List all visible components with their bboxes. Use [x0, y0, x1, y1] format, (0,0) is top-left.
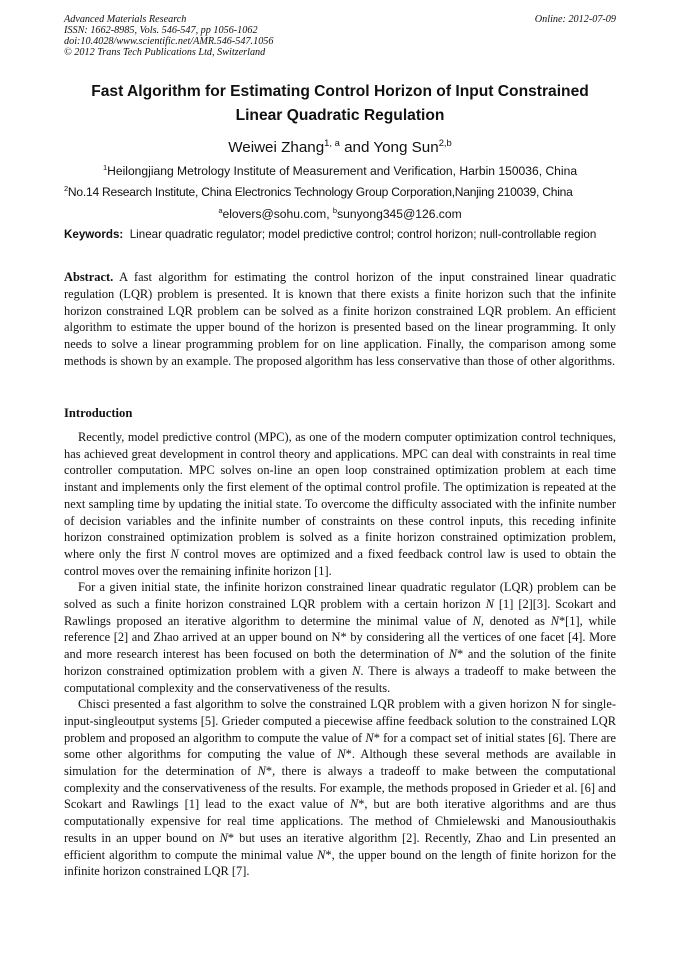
- email-a: elovers@sohu.com,: [222, 207, 333, 221]
- math-var: N: [365, 730, 374, 745]
- math-var: N: [219, 830, 228, 845]
- email-b: sunyong345@126.com: [337, 207, 462, 221]
- keywords: [64, 228, 616, 243]
- author-1: Weiwei Zhang: [228, 139, 325, 156]
- email-line: [64, 207, 616, 222]
- abstract-label: Abstract.: [64, 270, 114, 284]
- affiliation-2-sup: 2: [64, 183, 68, 193]
- affiliation-2-text: No.14 Research Institute, China Electronics Technology Group Corporation,Nanjing 210039, China: [67, 185, 573, 199]
- paragraph-2: [64, 579, 616, 696]
- text-run: . There is always a tradeoff to make between the computational complexity and the conservativeness of the results.: [64, 663, 616, 695]
- math-var: N: [349, 797, 359, 812]
- title-line-1: Fast Algorithm for Estimating Control Horizon of Input Constrained: [91, 83, 589, 100]
- math-var: N: [337, 747, 346, 762]
- math-var: N: [550, 613, 559, 628]
- title-line-2: Linear Quadratic Regulation: [235, 107, 445, 124]
- online-date: Online: 2012-07-09: [534, 14, 616, 25]
- journal-header: [64, 14, 616, 58]
- abstract: [64, 269, 616, 370]
- text-run: * for a compact set of initial states [6]. There are some other algorithms for computing the value of: [64, 730, 616, 762]
- affiliation-2: [64, 185, 573, 200]
- math-var: N: [352, 663, 361, 678]
- text-run: control moves are optimized and a fixed feedback control law is used to obtain the control moves over the remaining infinite horizon [1].: [64, 546, 616, 578]
- keywords-label: Keywords:: [64, 228, 124, 241]
- email-b-sup: b: [332, 205, 338, 215]
- text-run: *. Although these several methods are available in simulation for the determination of: [64, 747, 616, 779]
- text-run: *[1], while reference [2] and Zhao arrived at an upper bound on N* by considering all the vertices of one facet [4]. More and more research interest has been focused on both the determination of: [64, 613, 616, 662]
- text-run: *, there is always a tradeoff to make between the computational complexity and the conservativeness of the results. For example, the methods proposed in Grieder et al. [6] and Scokart and Rawlings [1] lead to the exact value of: [64, 764, 616, 812]
- affiliation-1-text: Heilongjiang Metrology Institute of Measurement and Verification, Harbin 150036, China: [107, 164, 578, 178]
- author-2: Yong Sun: [373, 139, 439, 156]
- math-var: N: [472, 613, 481, 628]
- paragraph-1: [64, 429, 616, 579]
- text-run: *, but are both iterative algorithms and are thus computationally expensive for real time applications. The method of Chmielewski and Manousiouthakis results in an upper bound on: [64, 797, 616, 845]
- author-conj: and: [339, 139, 374, 156]
- keywords-text: Linear quadratic regulator; model predictive control; control horizon; null-controllable region: [129, 228, 597, 241]
- math-var: N: [317, 847, 326, 862]
- text-run: , denoted as: [480, 613, 551, 628]
- email-a-sup: a: [218, 205, 223, 215]
- text-run: Recently, model predictive control (MPC), as one of the modern computer optimization control techniques, has achieved great development in control theory and applications. MPC can deal with constraints in real time controller computation. MPC solves on-line an open loop constrained optimization problem at each time instant and implements only the first element of the optimal control profile. The optimization is repeated at the next sampling time by updating the initial state. To overcome the difficulty associated with the infinite number of decision variables and the infinite number of constraints on these control inputs, this receding infinite horizon constrained optimization problem is solved as a finite horizon constrained optimization problem, where only the first: [64, 430, 616, 561]
- paper-title: [64, 80, 616, 128]
- text-run: [1] [2][3]. Scokart and Rawlings proposed an iterative algorithm to determine the minimal value of: [64, 597, 616, 628]
- issn-line: ISSN: 1662-8985, Vols. 546-547, pp 1056-1062: [64, 25, 258, 36]
- section-heading: Introduction: [64, 406, 133, 420]
- affiliation-1-sup: 1: [102, 162, 108, 172]
- math-var: N: [170, 546, 179, 561]
- author-2-sup: 2,b: [438, 136, 452, 148]
- doi-line: doi:10.4028/www.scientific.net/AMR.546-547.1056: [64, 36, 274, 47]
- text-run: *, the upper bound on the length of finite horizon for the infinite horizon constrained LQR [7].: [64, 847, 616, 879]
- abstract-text: A fast algorithm for estimating the control horizon of the input constrained linear quadratic regulation (LQR) problem is presented. It is known that there exists a finite horizon such that the infinite horizon constrained LQR problem can be solved as a finite horizon constrained LQR problem. An efficient algorithm to estimate the upper bound of the horizon is presented based on the linear programming. It only needs to solve a linear programming problem for on line application. Finally, the comparison among some methods is shown by an example. The proposed algorithm has less conservative than those of other algorithms.: [64, 270, 616, 368]
- text-run: * but uses an iterative algorithm [2]. Recently, Zhao and Lin presented an efficient algorithm to compute the minimal value: [64, 830, 616, 862]
- authors-line: [64, 138, 616, 158]
- text-run: Chisci presented a fast algorithm to solve the constrained LQR problem with a given horizon N for single-input-singleoutput systems [5]. Grieder computed a piecewise affine feedback solution to the constrained LQR problem and proposed an algorithm to compute the value of: [64, 697, 616, 745]
- math-var: N: [257, 764, 266, 779]
- affiliation-1: [64, 164, 616, 179]
- introduction-body: [64, 429, 616, 880]
- copyright-line: © 2012 Trans Tech Publications Ltd, Switzerland: [64, 47, 266, 58]
- math-var: N: [448, 647, 457, 662]
- math-var: N: [485, 597, 494, 612]
- paragraph-3: [64, 696, 616, 880]
- text-run: * and the solution of the finite horizon constrained optimization problem with a given: [64, 647, 616, 678]
- text-run: For a given initial state, the infinite horizon constrained linear quadratic regulator (LQR) problem can be solved as such a finite horizon constrained LQR problem with a certain horizon: [64, 580, 616, 612]
- journal-name: Advanced Materials Research: [64, 14, 187, 25]
- author-1-sup: 1, a: [324, 136, 340, 148]
